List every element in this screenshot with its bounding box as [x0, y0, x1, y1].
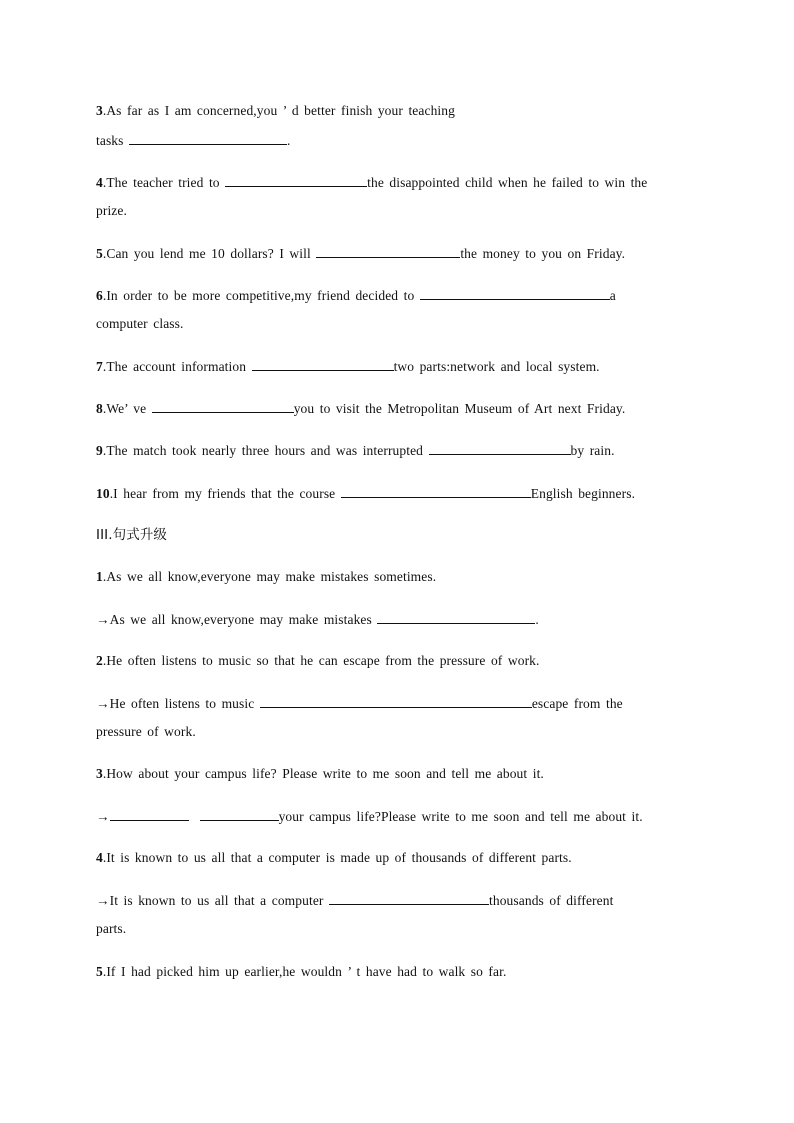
item-number: 10: [96, 486, 110, 501]
item-text: you to visit the Metropolitan Museum of Art next Friday.: [293, 401, 626, 416]
item-text: .We’ ve: [102, 401, 152, 416]
upgrade-5-original: [96, 963, 506, 981]
answer-blank[interactable]: [260, 694, 532, 708]
answer-blank[interactable]: [341, 484, 531, 498]
item-text: your campus life?Please write to me soon and tell me about it.: [278, 809, 643, 824]
answer-blank[interactable]: [152, 399, 294, 413]
item-text: tasks: [96, 133, 129, 148]
exercise-10: [96, 484, 635, 503]
item-text: .: [286, 133, 291, 148]
item-number: 3: [96, 766, 103, 781]
item-text: the money to you on Friday.: [460, 246, 626, 261]
item-text: .I hear from my friends that the course: [109, 486, 341, 501]
answer-blank[interactable]: [252, 357, 394, 371]
item-number: 4: [96, 850, 103, 865]
item-text: →: [96, 809, 110, 824]
upgrade-3-original: [96, 765, 544, 783]
item-number: 9: [96, 443, 103, 458]
item-text: two parts:network and local system.: [393, 359, 600, 374]
item-text: escape from the: [531, 696, 623, 711]
exercise-8: [96, 399, 625, 418]
answer-blank[interactable]: [329, 891, 489, 905]
item-text: →It is known to us all that a computer: [96, 893, 329, 908]
item-text: .How about your campus life? Please write to me soon and tell me about it.: [102, 766, 544, 781]
upgrade-3-rewrite: [96, 807, 643, 826]
item-text: computer class.: [96, 316, 184, 331]
item-text: .He often listens to music so that he can escape from the pressure of work.: [102, 653, 540, 668]
item-number: 1: [96, 569, 103, 584]
upgrade-1-rewrite: [96, 610, 539, 629]
item-text: .Can you lend me 10 dollars? I will: [102, 246, 317, 261]
answer-blank[interactable]: [429, 441, 571, 455]
item-number: 8: [96, 401, 103, 416]
upgrade-2-rewrite: [96, 694, 623, 713]
exercise-7: [96, 357, 600, 376]
item-number: 7: [96, 359, 103, 374]
item-text: .The account information: [102, 359, 252, 374]
item-text: .It is known to us all that a computer is made up of thousands of different parts.: [102, 850, 572, 865]
exercise-4-line-2: [96, 202, 127, 220]
exercise-5: [96, 244, 625, 263]
item-number: 3: [96, 103, 103, 118]
item-text: by rain.: [570, 443, 615, 458]
item-text: .As we all know,everyone may make mistakes sometimes.: [102, 569, 437, 584]
exercise-9: [96, 441, 615, 460]
item-text: →He often listens to music: [96, 696, 260, 711]
upgrade-4-original: [96, 849, 572, 867]
item-text: pressure of work.: [96, 724, 196, 739]
item-text: .: [535, 612, 539, 627]
item-text: parts.: [96, 921, 127, 936]
item-text: a: [609, 288, 616, 303]
answer-blank[interactable]: [420, 286, 610, 300]
exercise-3-line-2: [96, 131, 290, 150]
upgrade-1-original: [96, 568, 436, 586]
item-number: 2: [96, 653, 103, 668]
item-text: .As far as I am concerned,you ’ d better finish your teaching: [102, 103, 455, 118]
answer-blank-2[interactable]: [200, 807, 279, 821]
item-text: .In order to be more competitive,my friend decided to: [102, 288, 420, 303]
item-text: →As we all know,everyone may make mistakes: [96, 612, 378, 627]
item-text: English beginners.: [530, 486, 636, 501]
item-text: prize.: [96, 203, 127, 218]
upgrade-4-rewrite-line-2: [96, 920, 126, 938]
answer-blank[interactable]: [377, 610, 535, 624]
section-heading: III.句式升级: [96, 527, 168, 543]
exercise-3: [96, 102, 455, 120]
item-text: thousands of different: [489, 893, 614, 908]
item-number: 6: [96, 288, 103, 303]
exercise-4: [96, 173, 647, 192]
upgrade-2-rewrite-line-2: [96, 723, 196, 741]
exercise-6: [96, 286, 616, 305]
item-number: 5: [96, 964, 103, 979]
answer-blank[interactable]: [316, 244, 460, 258]
item-number: 5: [96, 246, 103, 261]
item-text: .The match took nearly three hours and was interrupted: [102, 443, 429, 458]
item-text: .If I had picked him up earlier,he wouldn ’ t have had to walk so far.: [102, 964, 507, 979]
item-number: 4: [96, 175, 103, 190]
answer-blank[interactable]: [225, 173, 367, 187]
item-text: the disappointed child when he failed to win the: [367, 175, 648, 190]
answer-blank-1[interactable]: [110, 807, 189, 821]
upgrade-2-original: [96, 652, 540, 670]
upgrade-4-rewrite: [96, 891, 613, 910]
exercise-6-line-2: [96, 315, 183, 333]
answer-blank[interactable]: [129, 131, 287, 145]
item-text: .The teacher tried to: [102, 175, 226, 190]
